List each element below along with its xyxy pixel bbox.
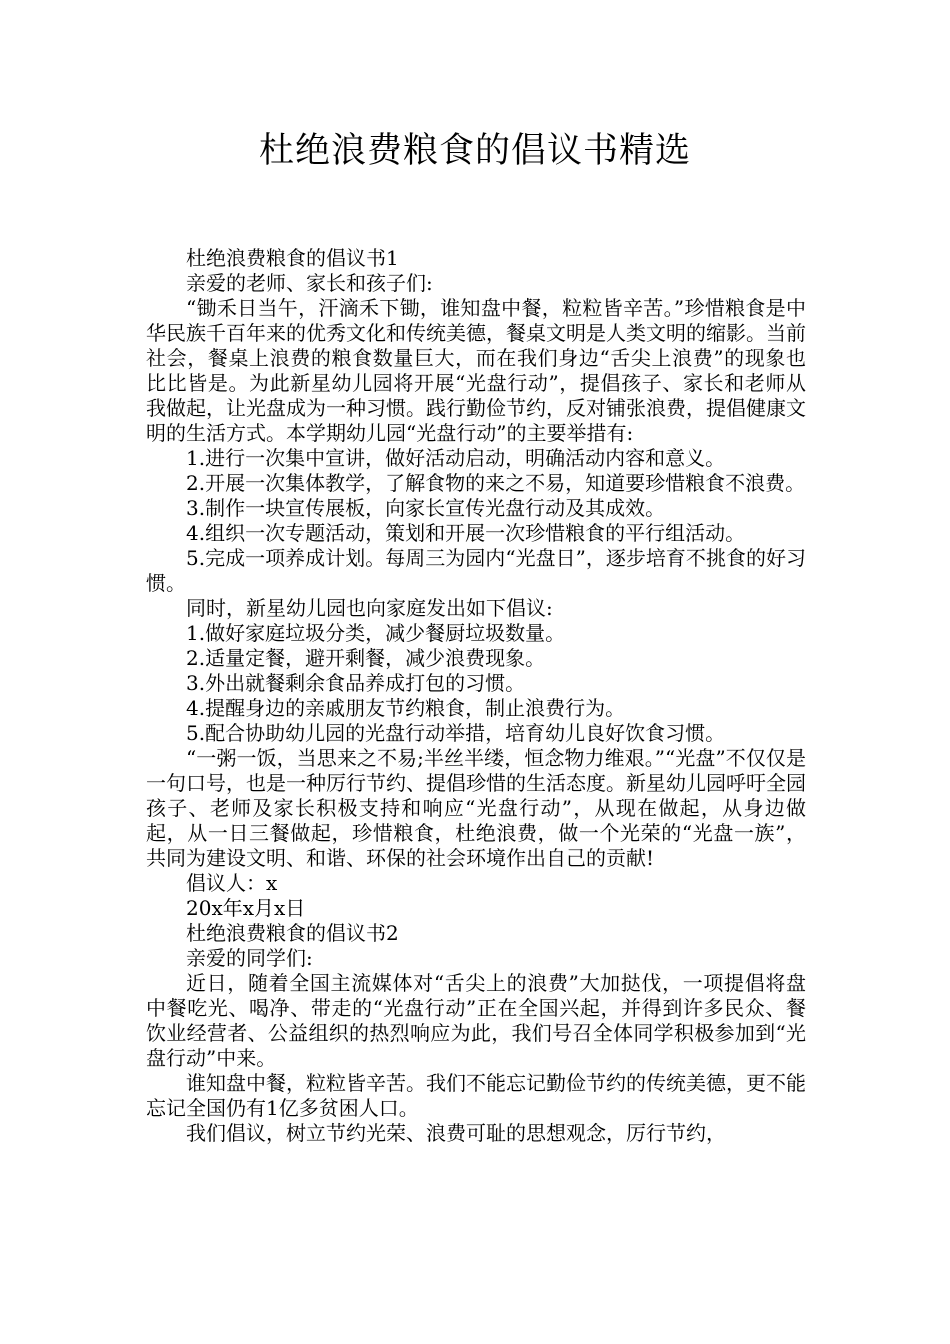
- proposal-item-5: 5.配合协助幼儿园的光盘行动举措，培育幼儿良好饮食习惯。: [186, 721, 726, 745]
- proposal-item-4: 4.提醒身边的亲戚朋友节约粮食，制止浪费行为。: [186, 696, 626, 720]
- heading-letter-2: 杜绝浪费粮食的倡议书2: [186, 921, 399, 945]
- proposal-item-1: 1.做好家庭垃圾分类，减少餐厨垃圾数量。: [186, 621, 566, 645]
- body-paragraph: 同时，新星幼儿园也向家庭发出如下倡议:: [186, 596, 553, 620]
- body-paragraph: “锄禾日当午，汗滴禾下锄，谁知盘中餐，粒粒皆辛苦。”珍惜粮食是中华民族千百年来的优秀文化和传统美德，餐桌文明是人类文明的缩影。当前社会，餐桌上浪费的粮食数量巨大，而在我们身边“舌尖上浪费”的现象也比比皆是。为此新星幼儿园将开展“光盘行动”，提倡孩子、家长和老师从我做起，让光盘成为一种习惯。践行勤俭节约，反对铺张浪费，提倡健康文明的生活方式。本学期幼儿园“光盘行动”的主要举措有:: [146, 296, 806, 445]
- body-paragraph: “一粥一饭，当思来之不易;半丝半缕，恒念物力维艰。”“光盘”不仅仅是一句口号，也是一种厉行节约、提倡珍惜的生活态度。新星幼儿园呼吁全园孩子、老师及家长积极支持和响应“光盘行动”，从现在做起，从身边做起，从一日三餐做起，珍惜粮食，杜绝浪费，做一个光荣的“光盘一族”，共同为建设文明、和谐、环保的社会环境作出自己的贡献!: [146, 746, 806, 870]
- document-title: 杜绝浪费粮食的倡议书精选: [258, 131, 691, 171]
- salutation-1: 亲爱的老师、家长和孩子们:: [186, 271, 433, 295]
- proposal-item-2: 2.适量定餐，避开剩餐，减少浪费现象。: [186, 646, 546, 670]
- body-paragraph: 谁知盘中餐，粒粒皆辛苦。我们不能忘记勤俭节约的传统美德，更不能忘记全国仍有1亿多贫困人口。: [146, 1071, 806, 1120]
- document-body: [146, 246, 806, 1146]
- proposal-item-3: 3.外出就餐剩余食品养成打包的习惯。: [186, 671, 526, 695]
- body-paragraph: 近日，随着全国主流媒体对“舌尖上的浪费”大加挞伐，一项提倡将盘中餐吃光、喝净、带走的“光盘行动”正在全国兴起，并得到许多民众、餐饮业经营者、公益组织的热烈响应为此，我们号召全体同学积极参加到“光盘行动”中来。: [146, 971, 806, 1070]
- heading-letter-1: 杜绝浪费粮食的倡议书1: [186, 246, 399, 270]
- measure-item-1: 1.进行一次集中宣讲，做好活动启动，明确活动内容和意义。: [186, 446, 726, 470]
- body-paragraph: 我们倡议，树立节约光荣、浪费可耻的思想观念，厉行节约，: [186, 1121, 726, 1145]
- date-line: 20x年x月x日: [186, 896, 306, 920]
- measure-item-3: 3.制作一块宣传展板，向家长宣传光盘行动及其成效。: [186, 496, 666, 520]
- salutation-2: 亲爱的同学们:: [186, 946, 313, 970]
- signature-line: 倡议人：x: [186, 871, 278, 895]
- measure-item-2: 2.开展一次集体教学，了解食物的来之不易，知道要珍惜粮食不浪费。: [186, 471, 806, 495]
- measure-item-4: 4.组织一次专题活动，策划和开展一次珍惜粮食的平行组活动。: [186, 521, 746, 545]
- measure-item-5: 5.完成一项养成计划。每周三为园内“光盘日”，逐步培育不挑食的好习惯。: [146, 546, 806, 595]
